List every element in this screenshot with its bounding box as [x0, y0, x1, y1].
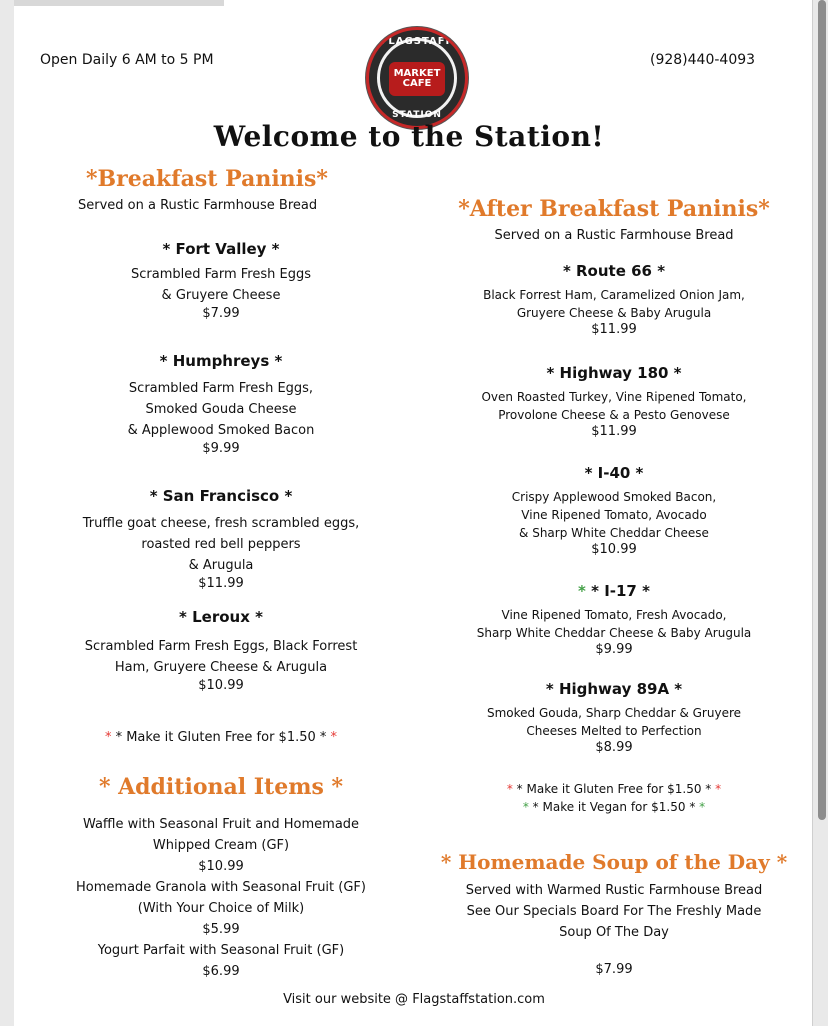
- green-star-icon: *: [699, 800, 706, 814]
- phone-number: (928)440-4093: [650, 52, 756, 68]
- soup-price: $7.99: [595, 962, 633, 977]
- desc-line: Provolone Cheese & a Pesto Genovese: [498, 408, 730, 422]
- item-price: $11.99: [198, 576, 244, 591]
- soup-line: See Our Specials Board For The Freshly Made: [466, 904, 762, 919]
- desc-line: Vine Ripened Tomato, Fresh Avocado,: [501, 608, 727, 622]
- scrollbar[interactable]: [818, 0, 826, 820]
- item-price: $11.99: [591, 424, 637, 439]
- red-star-icon: *: [330, 730, 338, 745]
- item-name: * I-40 *: [584, 464, 644, 482]
- item-price: $7.99: [202, 306, 240, 321]
- item-name: * Fort Valley *: [162, 240, 280, 258]
- logo-bottom-text: STATION: [392, 110, 442, 120]
- after-title: *After Breakfast Paninis*: [458, 196, 770, 222]
- desc-line: Smoked Gouda, Sharp Cheddar & Gruyere: [486, 706, 742, 720]
- red-star-icon: *: [104, 730, 112, 745]
- desc-line: Crispy Applewood Smoked Bacon,: [511, 490, 717, 504]
- breakfast-subtitle: Served on a Rustic Farmhouse Bread: [78, 198, 318, 213]
- item-desc: [434, 388, 794, 424]
- item-name: * Leroux *: [179, 608, 263, 626]
- item-name: * Highway 89A *: [545, 680, 683, 698]
- desc-line: Scrambled Farm Fresh Eggs: [130, 267, 311, 282]
- item-desc: [434, 488, 794, 542]
- desc-line: Scrambled Farm Fresh Eggs,: [128, 381, 314, 396]
- cafe-logo: [366, 27, 468, 129]
- menu-page: [14, 0, 813, 1026]
- note-text: Make it Gluten Free for $1.50: [126, 730, 316, 745]
- green-star-icon: *: [578, 582, 586, 600]
- desc-line: Smoked Gouda Cheese: [145, 402, 297, 417]
- after-notes: [434, 780, 794, 816]
- additional-line: Waffle with Seasonal Fruit and Homemade: [82, 817, 360, 832]
- item-desc: [44, 378, 398, 441]
- breakfast-item: [44, 487, 398, 591]
- top-bar: [14, 0, 224, 6]
- item-name: [434, 582, 794, 600]
- desc-line: Truffle goat cheese, fresh scrambled eggs,: [82, 516, 360, 531]
- desc-line: & Gruyere Cheese: [161, 288, 281, 303]
- soup-line: Served with Warmed Rustic Farmhouse Bread: [465, 883, 763, 898]
- desc-line: & Sharp White Cheddar Cheese: [519, 526, 709, 540]
- welcome-title: Welcome to the Station!: [213, 120, 605, 153]
- desc-line: Oven Roasted Turkey, Vine Ripened Tomato,: [481, 390, 747, 404]
- item-desc: [434, 606, 794, 642]
- desc-line: Black Forrest Ham, Caramelized Onion Jam,: [483, 288, 745, 302]
- green-star-icon: *: [522, 800, 529, 814]
- item-name: * Highway 180 *: [546, 364, 682, 382]
- additional-line: (With Your Choice of Milk): [137, 901, 305, 916]
- logo-line1: MARKET: [393, 68, 441, 79]
- logo-line2: CAFE: [402, 78, 432, 89]
- after-vegan-note: * * Make it Vegan for $1.50 * *: [522, 800, 706, 814]
- additional-line: Homemade Granola with Seasonal Fruit (GF): [76, 880, 366, 895]
- additional-price: $5.99: [202, 922, 240, 937]
- breakfast-title: *Breakfast Paninis*: [86, 166, 328, 192]
- additional-line: Whipped Cream (GF): [152, 838, 290, 853]
- soup-line: Soup Of The Day: [559, 925, 669, 940]
- desc-line: Sharp White Cheddar Cheese & Baby Arugula: [476, 626, 752, 640]
- logo-badge: [389, 62, 445, 96]
- logo-top-text: FLAGSTAFF: [380, 36, 454, 47]
- item-name: * Humphreys *: [159, 352, 283, 370]
- item-name: * San Francisco *: [149, 487, 293, 505]
- additional-price: $6.99: [202, 964, 240, 979]
- item-price: $8.99: [595, 740, 633, 755]
- additional-line: Yogurt Parfait with Seasonal Fruit (GF): [97, 943, 345, 958]
- desc-line: Vine Ripened Tomato, Avocado: [521, 508, 707, 522]
- item-desc: [434, 286, 794, 322]
- red-star-icon: *: [715, 782, 722, 796]
- additional-title: * Additional Items *: [98, 774, 344, 800]
- breakfast-gluten-note: * * Make it Gluten Free for $1.50 * *: [104, 730, 338, 745]
- note-text: Make it Vegan for $1.50: [542, 800, 686, 814]
- item-desc: [44, 513, 398, 576]
- item-desc: [44, 636, 398, 678]
- desc-line: Ham, Gruyere Cheese & Arugula: [114, 660, 328, 675]
- desc-line: & Arugula: [188, 558, 254, 573]
- item-price: $11.99: [591, 322, 637, 337]
- item-name: * Route 66 *: [562, 262, 666, 280]
- item-price: $10.99: [591, 542, 637, 557]
- desc-line: Gruyere Cheese & Baby Arugula: [516, 306, 712, 320]
- note-text: Make it Gluten Free for $1.50: [526, 782, 702, 796]
- desc-line: Scrambled Farm Fresh Eggs, Black Forrest: [84, 639, 358, 654]
- red-star-icon: *: [506, 782, 513, 796]
- item-desc: [44, 264, 398, 306]
- hours-text: Open Daily 6 AM to 5 PM: [40, 52, 214, 68]
- item-name-text: * I-17 *: [591, 582, 650, 600]
- after-subtitle: Served on a Rustic Farmhouse Bread: [494, 228, 734, 243]
- breakfast-item: [44, 352, 398, 456]
- breakfast-item: [44, 608, 398, 693]
- after-item: [434, 582, 794, 657]
- soup-desc: [424, 880, 804, 943]
- item-desc: [434, 704, 794, 740]
- breakfast-item: [44, 240, 398, 321]
- after-item: [434, 680, 794, 755]
- additional-price: $10.99: [198, 859, 244, 874]
- item-price: $9.99: [595, 642, 633, 657]
- after-item: [434, 262, 794, 337]
- after-item: [434, 364, 794, 439]
- additional-list: [34, 814, 408, 982]
- desc-line: Cheeses Melted to Perfection: [526, 724, 702, 738]
- soup-title: * Homemade Soup of the Day *: [440, 850, 788, 874]
- desc-line: & Applewood Smoked Bacon: [127, 423, 315, 438]
- footer-website: Visit our website @ Flagstaffstation.com: [283, 992, 545, 1007]
- after-item: [434, 464, 794, 557]
- item-price: $9.99: [202, 441, 240, 456]
- item-price: $10.99: [198, 678, 244, 693]
- desc-line: roasted red bell peppers: [141, 537, 301, 552]
- after-gluten-note: * * Make it Gluten Free for $1.50 * *: [506, 782, 722, 796]
